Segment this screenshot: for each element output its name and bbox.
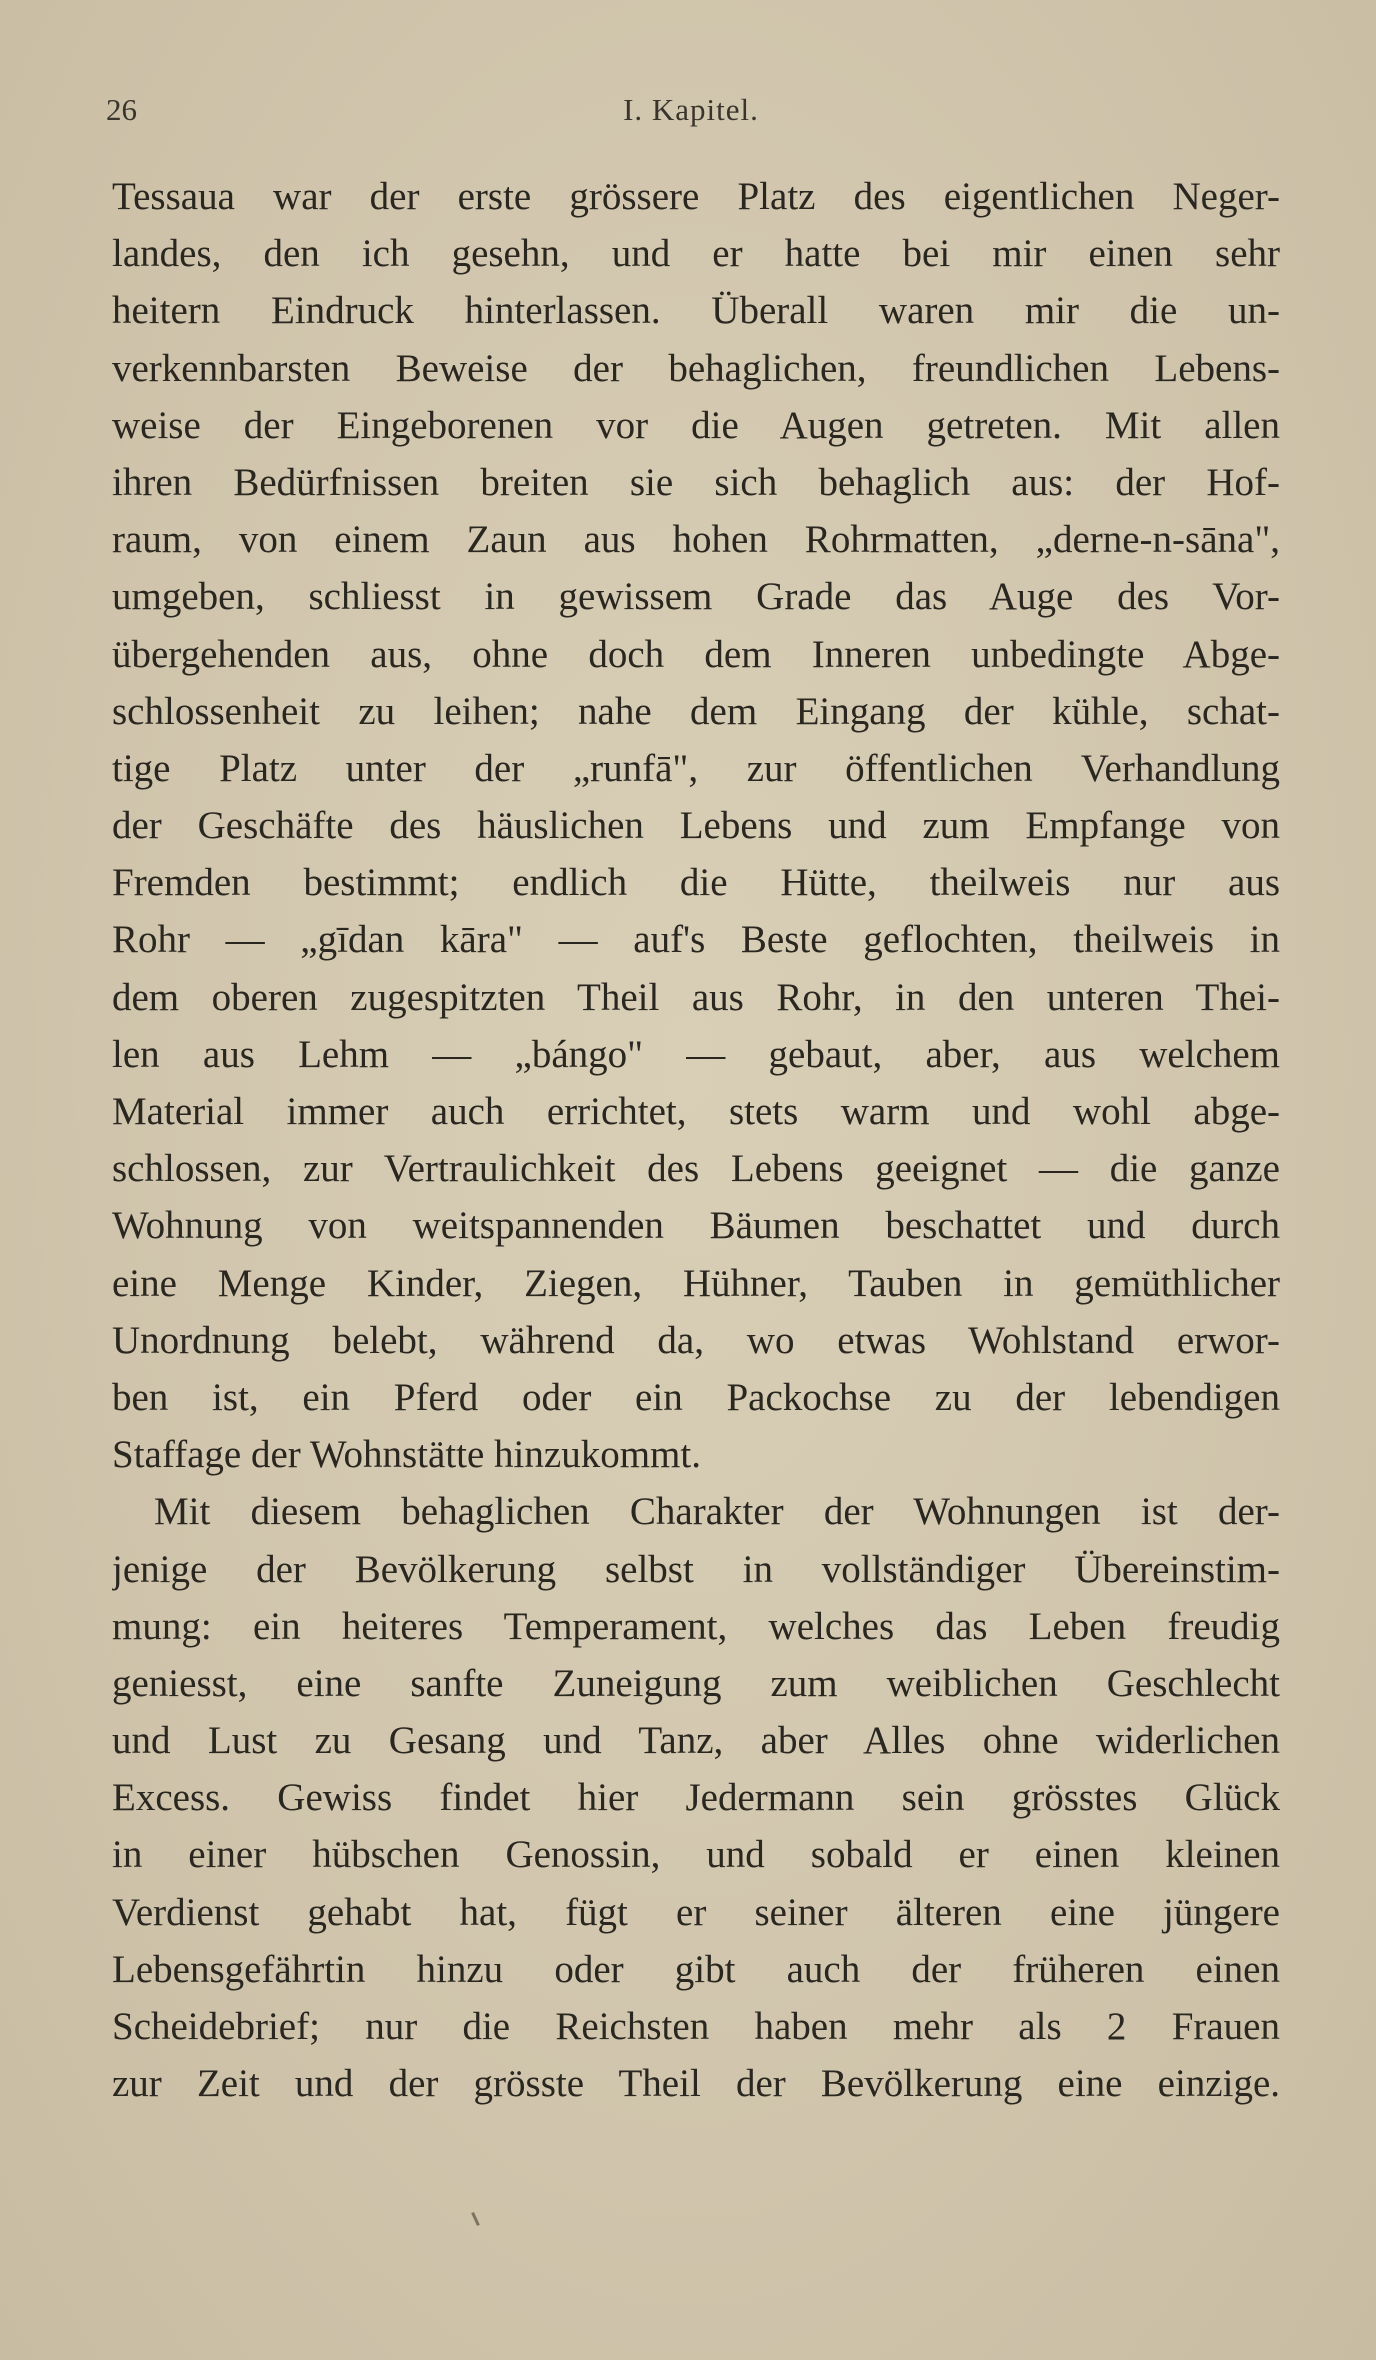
text-line: Excess. Gewiss findet hier Jedermann sein grösstes Glück — [112, 1776, 1280, 1820]
text-line: verkennbarsten Beweise der behaglichen, freundlichen Lebens- — [112, 346, 1280, 390]
text-line: geniesst, eine sanfte Zuneigung zum weiblichen Geschlecht — [112, 1661, 1280, 1705]
text-line: Staffage der Wohnstätte hinzukommt. — [112, 1433, 701, 1477]
text-line: umgeben, schliesst in gewissem Grade das Auge des Vor- — [112, 575, 1280, 619]
text-line: in einer hübschen Genossin, und sobald er einen kleinen — [112, 1833, 1280, 1877]
text-line: Rohr — „gīdan kāra" — auf's Beste geflochten, theilweis in — [112, 918, 1280, 962]
ink-speck — [471, 2212, 480, 2226]
text-line: Wohnung von weitspannenden Bäumen beschattet und durch — [112, 1204, 1280, 1248]
text-line: Material immer auch errichtet, stets warm und wohl abge- — [112, 1090, 1280, 1133]
text-line: Fremden bestimmt; endlich die Hütte, theilweis nur aus — [112, 861, 1280, 905]
chapter-title: I. Kapitel. — [623, 92, 759, 127]
text-line: Unordnung belebt, während da, wo etwas Wohlstand erwor- — [112, 1318, 1280, 1362]
text-line: Scheidebrief; nur die Reichsten haben mehr als 2 Frauen — [112, 2005, 1280, 2048]
paragraph-2 — [112, 1483, 1280, 2112]
text-line: der Geschäfte des häuslichen Lebens und zum Empfange von — [112, 804, 1280, 848]
text-line: weise der Eingeborenen vor die Augen getreten. Mit allen — [112, 403, 1280, 447]
paragraph-1 — [112, 168, 1280, 1483]
text-line: dem oberen zugespitzten Theil aus Rohr, in den unteren Thei- — [112, 975, 1280, 1019]
text-line: landes, den ich gesehn, und er hatte bei mir einen sehr — [112, 232, 1280, 276]
text-line: raum, von einem Zaun aus hohen Rohrmatten, „derne-n-sāna", — [112, 518, 1280, 562]
text-line: Lebensgefährtin hinzu oder gibt auch der früheren einen — [112, 1947, 1280, 1991]
running-head — [106, 92, 1276, 142]
text-line: schlossenheit zu leihen; nahe dem Eingang der kühle, schat- — [112, 689, 1280, 733]
text-line: Tessaua war der erste grössere Platz des eigentlichen Neger- — [112, 175, 1280, 218]
text-line: ben ist, ein Pferd oder ein Packochse zu der lebendigen — [112, 1375, 1280, 1419]
text-line: schlossen, zur Vertraulichkeit des Lebens geeignet — die ganze — [112, 1147, 1280, 1191]
text-line: len aus Lehm — „bángo" — gebaut, aber, aus welchem — [112, 1032, 1280, 1076]
text-line: und Lust zu Gesang und Tanz, aber Alles ohne widerlichen — [112, 1719, 1280, 1763]
body-text — [112, 168, 1280, 2112]
text-line: heitern Eindruck hinterlassen. Überall waren mir die un- — [112, 289, 1280, 333]
text-line: eine Menge Kinder, Ziegen, Hühner, Tauben in gemüthlicher — [112, 1261, 1280, 1305]
text-line: jenige der Bevölkerung selbst in vollständiger Übereinstim- — [112, 1547, 1280, 1591]
page-number: 26 — [106, 92, 137, 127]
text-line: übergehenden aus, ohne doch dem Inneren unbedingte Abge- — [112, 632, 1280, 676]
text-line: ihren Bedürfnissen breiten sie sich behaglich aus: der Hof- — [112, 460, 1280, 504]
text-line: Verdienst gehabt hat, fügt er seiner älteren eine jüngere — [112, 1890, 1280, 1934]
text-line: Mit diesem behaglichen Charakter der Wohnungen ist der- — [154, 1490, 1280, 1534]
text-line: mung: ein heiteres Temperament, welches das Leben freudig — [112, 1604, 1280, 1648]
text-line: tige Platz unter der „runfā", zur öffentlichen Verhandlung — [112, 746, 1280, 790]
text-line: zur Zeit und der grösste Theil der Bevölkerung eine einzige. — [112, 2062, 1280, 2106]
